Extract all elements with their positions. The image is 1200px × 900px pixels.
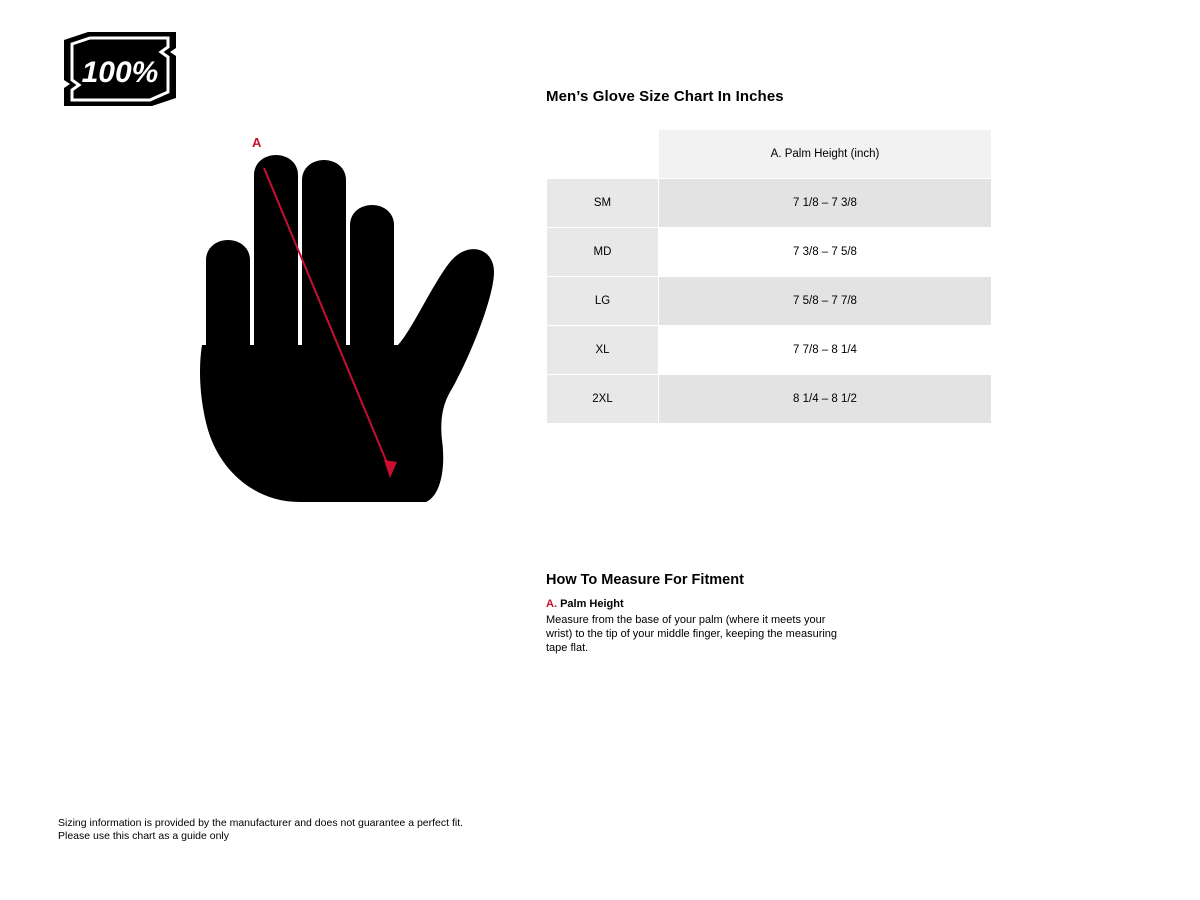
hand-illustration	[150, 130, 530, 520]
disclaimer	[58, 817, 463, 843]
how-to-measure-item-body: Measure from the base of your palm (where it meets your wrist) to the tip of your middle finger, keeping the measuring tape flat.	[546, 614, 838, 655]
table-row	[547, 277, 992, 326]
measure-label-a: A	[252, 135, 262, 150]
how-to-measure-heading: How To Measure For Fitment	[546, 572, 744, 588]
disclaimer-line-1: Sizing information is provided by the manufacturer and does not guarantee a perfect fit.	[58, 817, 464, 829]
size-label: SM	[547, 179, 659, 228]
size-label: 2XL	[547, 375, 659, 424]
item-mark: A.	[546, 598, 557, 610]
size-label: MD	[547, 228, 659, 277]
size-label: LG	[547, 277, 659, 326]
logo-wordmark: 100%	[81, 56, 159, 89]
palm-height-value: 7 5/8 – 7 7/8	[659, 277, 992, 326]
table-row	[547, 228, 992, 277]
table-header-palm-height: A. Palm Height (inch)	[659, 130, 992, 179]
size-label: XL	[547, 326, 659, 375]
item-title-text: Palm Height	[560, 598, 624, 610]
hand-silhouette	[200, 155, 494, 502]
table-row	[547, 326, 992, 375]
disclaimer-line-2: Please use this chart as a guide only	[58, 830, 230, 842]
table-header-row	[547, 130, 992, 179]
table-header-blank	[547, 130, 659, 179]
page-title: Men’s Glove Size Chart In Inches	[546, 88, 784, 105]
palm-height-value: 7 3/8 – 7 5/8	[659, 228, 992, 277]
size-chart-panel	[546, 88, 992, 424]
table-row	[547, 375, 992, 424]
palm-height-value: 7 1/8 – 7 3/8	[659, 179, 992, 228]
palm-height-value: 7 7/8 – 8 1/4	[659, 326, 992, 375]
how-to-measure-item-title	[546, 598, 624, 610]
table-row	[547, 179, 992, 228]
one-hundred-percent-logo	[58, 30, 182, 108]
size-chart-table	[546, 129, 992, 424]
palm-height-value: 8 1/4 – 8 1/2	[659, 375, 992, 424]
